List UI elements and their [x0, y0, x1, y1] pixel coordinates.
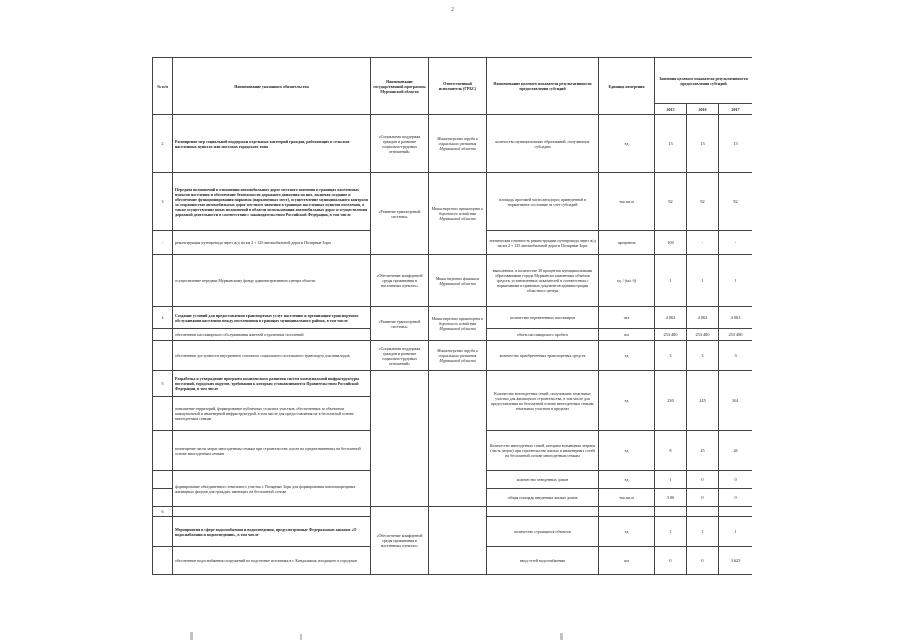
row-program-empty — [371, 371, 429, 507]
row-unit: тыс.кв.м — [599, 489, 655, 507]
row-indicator-spacer — [173, 507, 371, 517]
row-indicator: формирование объединенного земельного участка г. Полярные Зори для формирования многоквартирных жилищных фондов для граждан, имеющих на бесплатной основе — [173, 471, 371, 507]
row-program: «Социальная поддержка граждан и развитие социально-трудовых отношений» — [371, 341, 429, 371]
targets-table — [152, 57, 752, 575]
row-target: количество перевезенных пассажиров — [487, 307, 599, 329]
row-num — [153, 397, 173, 431]
row-unit: ед — [599, 431, 655, 471]
row-num: 6 — [153, 507, 173, 517]
header-indicator: Наименование указанного обязательства — [173, 58, 371, 115]
row-target: количество отведенных домов — [487, 471, 599, 489]
row-unit: ед — [599, 341, 655, 371]
row-unit-spacer — [599, 507, 655, 517]
row-indicator: осуществление передачи Мурманскому фонду административного центра области — [173, 255, 371, 307]
header-executor: Ответственный исполнитель (ГРБС) — [429, 58, 487, 115]
page-number: 2 — [451, 7, 454, 13]
row-program: «Обеспечение комфортной среды проживания в населенных пунктах» — [371, 255, 429, 307]
row-program: «Социальная поддержка граждан и развитие социально-трудовых отношений» — [371, 115, 429, 173]
row-unit: км — [599, 329, 655, 341]
row-value-2017: - — [719, 231, 753, 255]
row-indicator: обеспечение водоснабжения сооружений по подготовке источника в г. Кандалакша, входящего в городские — [173, 547, 371, 575]
row-value-2015: 4 063 — [655, 307, 687, 329]
row-value-2015: 82 — [655, 173, 687, 231]
header-program: Наименование государственной программы Мурманской области — [371, 58, 429, 115]
row-indicator: возмещение части затрат многодетным семьям при строительстве, купле их предназначенных на бесплатной основе многодетным семьям — [173, 431, 371, 471]
row-indicator: Расширение мер социальной поддержки отдельных категорий граждан, работающих в сельских населенных пунктах или поселках городского типа — [173, 115, 371, 173]
row-value-2016: 1 — [687, 517, 719, 547]
row-unit: ед — [599, 115, 655, 173]
row-value-2016: 82 — [687, 173, 719, 231]
row-value-2015: 1 — [655, 471, 687, 489]
row-unit: ед — [599, 517, 655, 547]
table-row — [153, 255, 753, 307]
header-year-2015: 2015 — [655, 104, 687, 115]
row-target: количество строящихся объектов — [487, 517, 599, 547]
row-target: ввод сетей водоснабжения — [487, 547, 599, 575]
row-unit: км — [599, 547, 655, 575]
row-executor: Министерство транспорта и дорожного хозяйства Мурманской области — [429, 307, 487, 341]
row-executor: Министерство труда и социального развития Мурманской области — [429, 341, 487, 371]
row-unit: тыс кв.м — [599, 173, 655, 231]
row-indicator: обеспечение доступности внутреннего сезонного социального поселкового транспорта для инвалидов — [173, 341, 371, 371]
row-value-2017: 26 — [719, 431, 753, 471]
row-num — [153, 341, 173, 371]
row-num: 4 — [153, 307, 173, 329]
row-num: - — [153, 231, 173, 255]
scan-artifact — [560, 633, 563, 640]
row-value-2016: 13 — [687, 115, 719, 173]
row-value-2015: 100 — [655, 231, 687, 255]
row-target: техническая готовность реконструкции путепровода через ж/д на км 2 + 125 автомобильной дороги Полярные Зори — [487, 231, 599, 255]
row-indicator: реконструкция путепровода через ж/д на км 2 + 125 автомобильной дороги Полярные Зори — [173, 231, 371, 255]
row-target: Количество многодетных семей, которым возмещены затраты (часть затрат) при строительстве жилых и инженерных сетей на бесплатной основе многодетным семьям — [487, 431, 599, 471]
row-program: «Развитие транспортной системы» — [371, 173, 429, 255]
row-unit: ед — [599, 371, 655, 431]
row-value-2017: 253 480 — [719, 329, 753, 341]
row-unit: чел — [599, 307, 655, 329]
table-row — [153, 307, 753, 329]
row-num — [153, 489, 173, 507]
row-target: общая площадь введенных жилых домов — [487, 489, 599, 507]
row-num — [153, 431, 173, 471]
row-indicator: обеспечение пассажирского обслуживания жителей отдаленных поселений — [173, 329, 371, 341]
row-value-2017: 1 — [719, 255, 753, 307]
row-num-empty — [153, 517, 173, 547]
row-value-2017: 3.625 — [719, 547, 753, 575]
row-target: Количество многодетных семей, получивших земельные участки для жилищного строительства, в том числе для предоставления на бесплатной основе многодетным семьям, земельных участков в пределах — [487, 371, 599, 431]
row-value-2017: 0 — [719, 471, 753, 489]
row-target-spacer — [487, 507, 599, 517]
row-value-2015: 0 — [655, 547, 687, 575]
header-num: № п/п — [153, 58, 173, 115]
row-indicator: Передача полномочий в отношении автомобильных дорог местного значения в границах населенных пунктов поселения и обеспечение безопасности дорожного движения на них, включая создание и обеспечение функционирования парковок (парковочных мест), осуществление муниципального контроля за сохранностью автомобильных дорог местного значения в границах населенных пунктов поселения, а также осуществление иных полномочий в области использования автомобильных дорог и осуществления дорожной деятельности в соответствии с законодательством Российской Федерации, в том числе — [173, 173, 371, 231]
row-num — [153, 255, 173, 307]
row-value-2015: 3 — [655, 341, 687, 371]
row-value-2015: 1 — [655, 517, 687, 547]
header-target: Наименование целевого показателя результативности предоставления субсидий — [487, 58, 599, 115]
row-value-2016: 25 — [687, 431, 719, 471]
row-value-2016: 245 — [687, 371, 719, 431]
row-value-2015: 230 — [655, 371, 687, 431]
row-num: 2 — [153, 115, 173, 173]
row-indicator: Создание условий для предоставления транспортных услуг населению и организация транспортного обслуживания населения между поселениями в границах муниципального района, в том числе — [173, 307, 371, 329]
row-value-spacer — [655, 507, 687, 517]
row-executor: Министерство финансов Мурманской области — [429, 255, 487, 307]
row-target: площадь проезжей части автодорог, приведенной в нормативное состояние за счет субсидий — [487, 173, 599, 231]
row-executor-empty — [429, 507, 487, 575]
header-year-2016: 2016 — [687, 104, 719, 115]
row-num: 5 — [153, 371, 173, 397]
row-indicator: Разработка и утверждение программ комплексного развития систем коммунальной инфраструктуры поселений, городских округов, требования к которым устанавливаются Правительством Российской Федерации, в том числе — [173, 371, 371, 397]
row-unit: процентов — [599, 231, 655, 255]
row-value-2015: 3 06 — [655, 489, 687, 507]
document-table-frame — [152, 57, 752, 640]
row-value-2016: - — [687, 231, 719, 255]
row-executor: Министерство транспорта и дорожного хозяйства Мурманской области — [429, 173, 487, 255]
row-target: объем пассажирского пробега — [487, 329, 599, 341]
row-value-2017: 82 — [719, 173, 753, 231]
row-value-2017: 261 — [719, 371, 753, 431]
table-row — [153, 341, 753, 371]
row-target: количество приобретенных транспортных средств — [487, 341, 599, 371]
row-value-2017: 4 063 — [719, 307, 753, 329]
row-value-2016: 253 480 — [687, 329, 719, 341]
scan-artifact — [190, 632, 193, 640]
table-row — [153, 371, 753, 397]
row-program: «Обеспечение комфортной среды проживания в населенных пунктах» — [371, 507, 429, 575]
row-unit: ед. / (мл. б) — [599, 255, 655, 307]
row-num: 3 — [153, 173, 173, 231]
header-values: Значения целевого показателя результативности предоставления субсидий — [655, 58, 753, 104]
row-value-2016: 4 063 — [687, 307, 719, 329]
row-value-2017: 13 — [719, 115, 753, 173]
row-value-2016: 0 — [687, 471, 719, 489]
row-value-2015: 253 480 — [655, 329, 687, 341]
row-target: количество муниципальных образований, получающих субсидии — [487, 115, 599, 173]
row-num — [153, 471, 173, 489]
table-row — [153, 173, 753, 231]
row-value-2017: 1 — [719, 517, 753, 547]
row-indicator: Мероприятия в сфере водоснабжения и водоотведения, предусмотренные Федеральным законом «О водоснабжении и водоотведении», в том числе — [173, 517, 371, 547]
header-year-2017: 2017 — [719, 104, 753, 115]
row-value-2015: 1 — [655, 255, 687, 307]
row-value-2016: 1 — [687, 255, 719, 307]
row-unit: ед — [599, 471, 655, 489]
scan-artifact — [300, 634, 302, 640]
row-value-2016: 0 — [687, 547, 719, 575]
row-value-2016: 3 — [687, 341, 719, 371]
row-executor-empty — [429, 371, 487, 507]
row-value-2016: 0 — [687, 489, 719, 507]
row-num — [153, 547, 173, 575]
row-num — [153, 329, 173, 341]
row-value-spacer — [719, 507, 753, 517]
row-target: выполнение, в количестве 30 процентов муниципальными образованиями города Мурманска заявленных объемов средств, установленных показателей в соответствии с нормативами и правовых документов администрации областного центра — [487, 255, 599, 307]
table-row — [153, 115, 753, 173]
row-value-2017: 0 — [719, 489, 753, 507]
row-indicator: повышение территорий, формирование публичных сельских участков, обеспеченных за объектами коммунальной и инженерной инфраструктурой, в том числе для предоставления их в бесплатной основе многодетным семьям — [173, 397, 371, 431]
row-value-2017: 3 — [719, 341, 753, 371]
table-row — [153, 507, 753, 517]
row-program: «Развитие транспортной системы» — [371, 307, 429, 341]
header-unit: Единица измерения — [599, 58, 655, 115]
row-value-2015: 8 — [655, 431, 687, 471]
row-value-2015: 13 — [655, 115, 687, 173]
row-executor: Министерство труда и социального развития Мурманской области — [429, 115, 487, 173]
row-value-spacer — [687, 507, 719, 517]
